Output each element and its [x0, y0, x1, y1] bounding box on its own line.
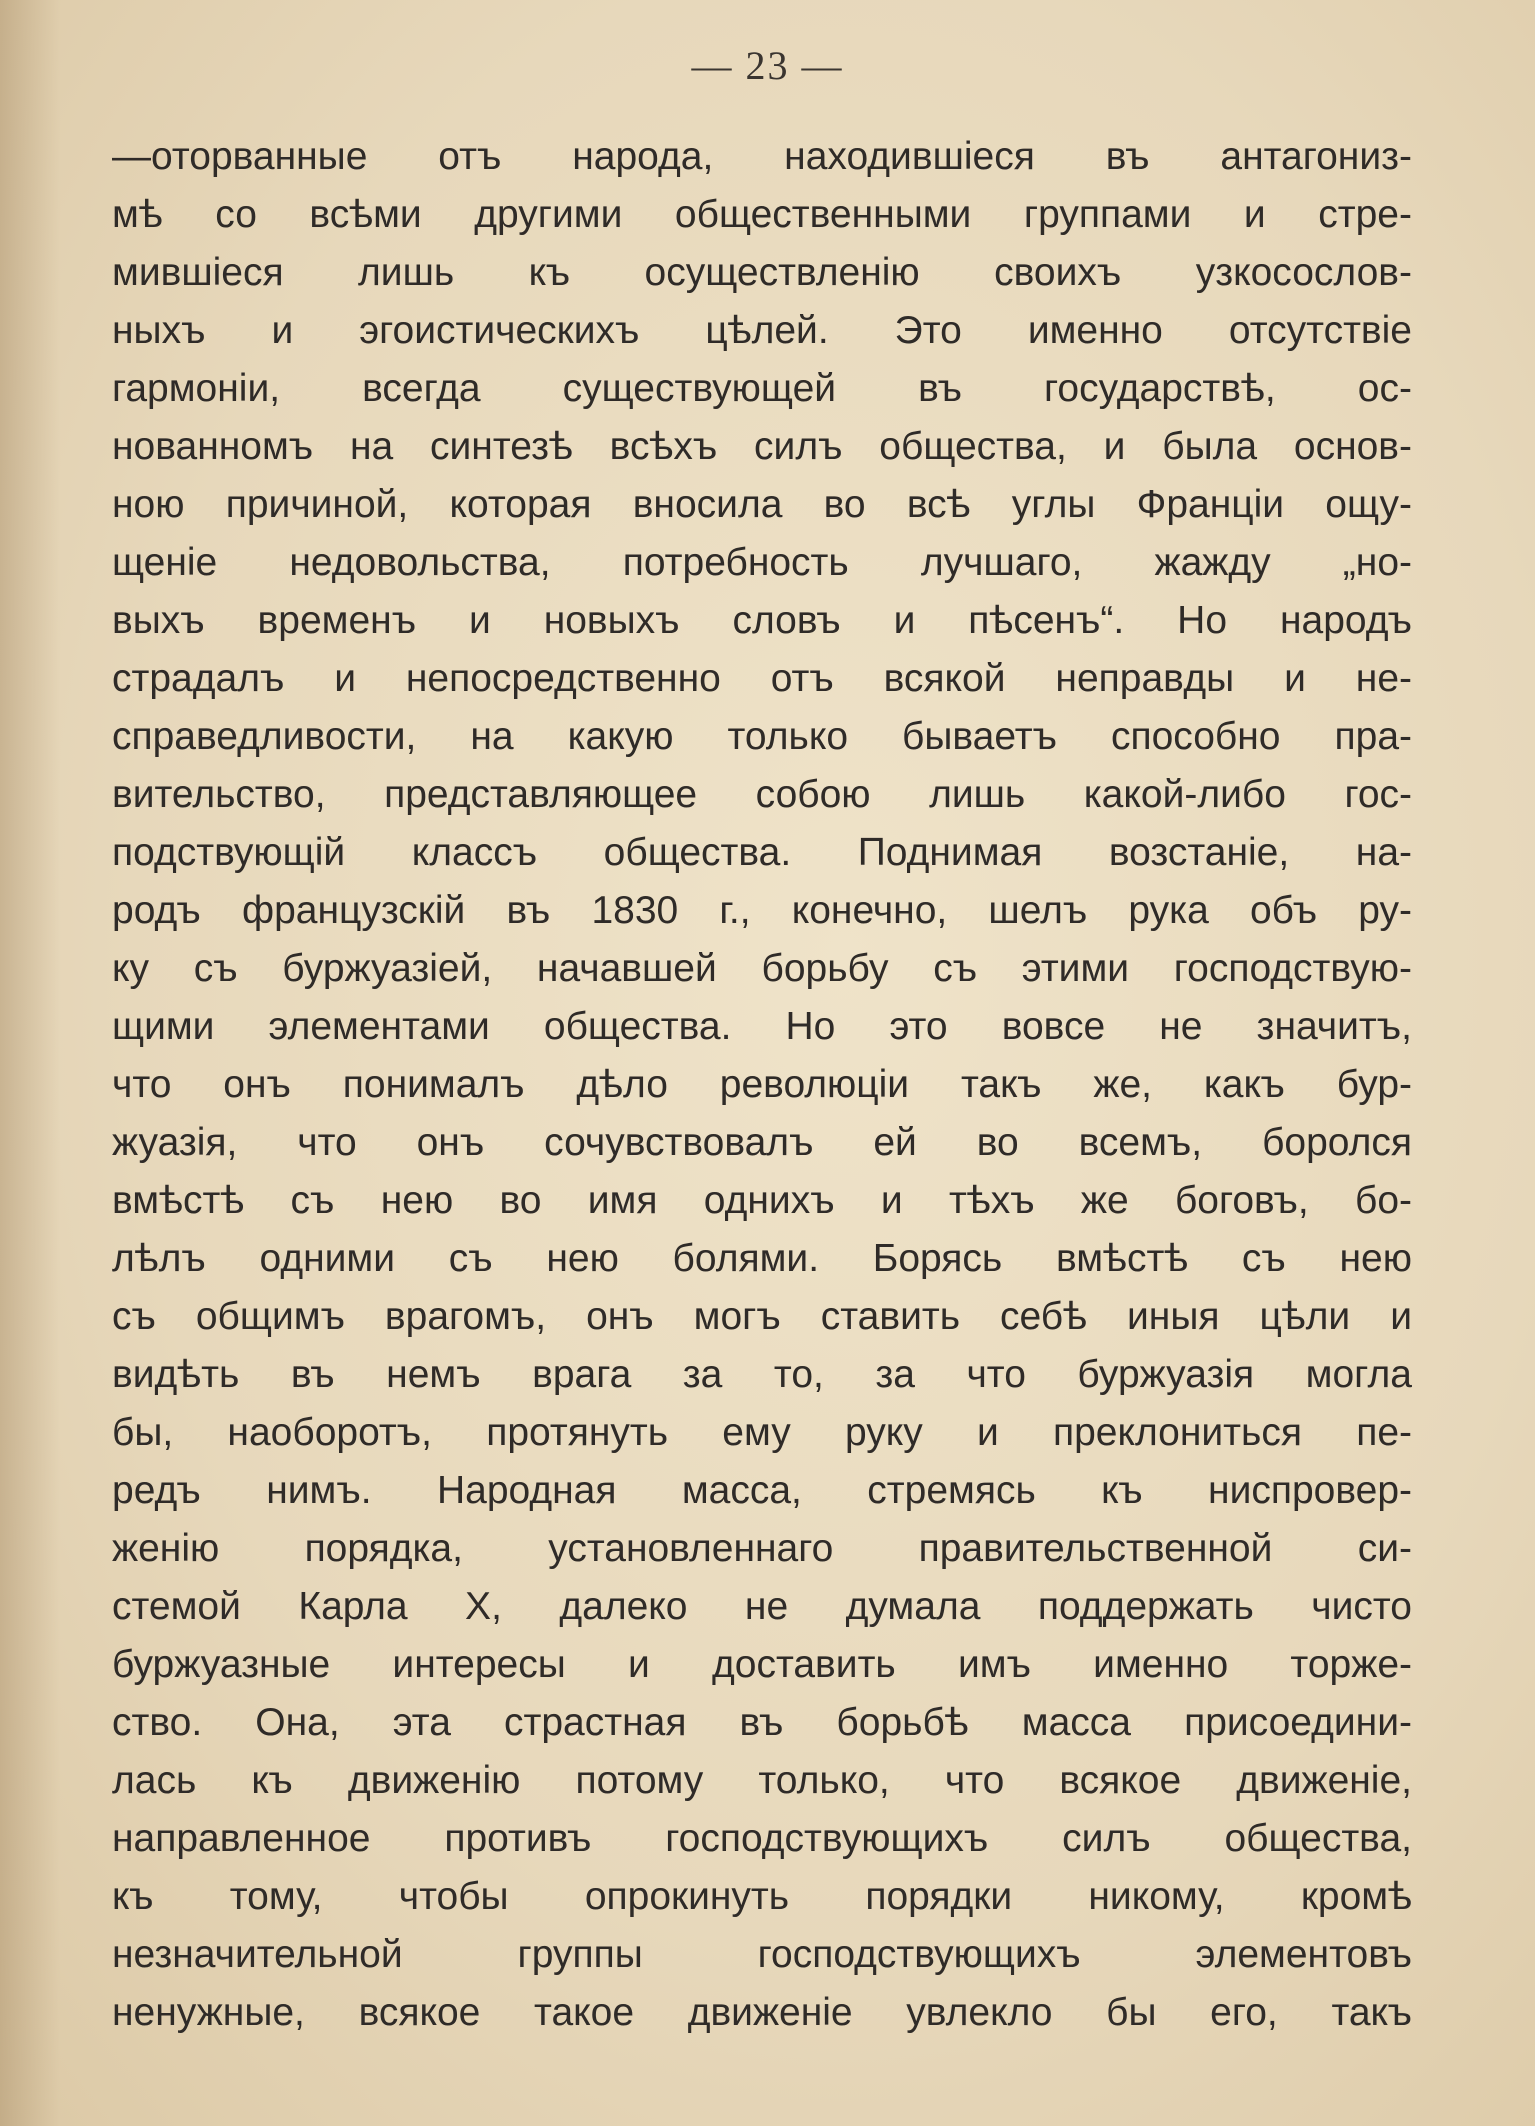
text-line: бы, наоборотъ, протянуть ему руку и преклониться пе-: [112, 1411, 1412, 1454]
text-line: къ тому, чтобы опрокинуть порядки никому, кромѣ: [112, 1875, 1412, 1918]
text-line: буржуазные интересы и доставить имъ именно торже-: [112, 1643, 1412, 1686]
text-line: щими элементами общества. Но это вовсе не значитъ,: [112, 1005, 1412, 1048]
text-line: ство. Она, эта страстная въ борьбѣ масса присоедини-: [112, 1701, 1412, 1744]
text-line: —оторванные отъ народа, находившiеся въ антагониз-: [112, 135, 1412, 178]
body-text: [112, 128, 1412, 2042]
text-line: незначительной группы господствующихъ элементовъ: [112, 1933, 1412, 1976]
text-line: щенiе недовольства, потребность лучшаго, жажду „но-: [112, 541, 1412, 584]
text-line: видѣть въ немъ врага за то, за что буржуазiя могла: [112, 1353, 1412, 1396]
text-line: мѣ со всѣми другими общественными группами и стре-: [112, 193, 1412, 236]
text-line: вмѣстѣ съ нею во имя однихъ и тѣхъ же боговъ, бо-: [112, 1179, 1412, 1222]
text-line: страдалъ и непосредственно отъ всякой неправды и не-: [112, 657, 1412, 700]
text-line: лѣлъ одними съ нею болями. Борясь вмѣстѣ съ нею: [112, 1237, 1412, 1280]
text-line: ку съ буржуазiей, начавшей борьбу съ этими господствую-: [112, 947, 1412, 990]
text-line: выхъ временъ и новыхъ словъ и пѣсенъ“. Но народъ: [112, 599, 1412, 642]
text-line: направленное противъ господствующихъ силъ общества,: [112, 1817, 1412, 1860]
text-line: родъ французскiй въ 1830 г., конечно, шелъ рука объ ру-: [112, 889, 1412, 932]
text-line: женiю порядка, установленнаго правительственной си-: [112, 1527, 1412, 1570]
text-line: мившiеся лишь къ осуществленiю своихъ узкосослов-: [112, 251, 1412, 294]
text-line: справедливости, на какую только бываетъ способно пра-: [112, 715, 1412, 758]
text-line: ною причиной, которая вносила во всѣ углы Францiи ощу-: [112, 483, 1412, 526]
text-line: жуазiя, что онъ сочувствовалъ ей во всемъ, боролся: [112, 1121, 1412, 1164]
text-line: гармонiи, всегда существующей въ государствѣ, ос-: [112, 367, 1412, 410]
text-line: что онъ понималъ дѣло революцiи такъ же, какъ бур-: [112, 1063, 1412, 1106]
text-line: стемой Карла X, далеко не думала поддержать чисто: [112, 1585, 1412, 1628]
text-line: лась къ движенiю потому только, что всякое движенiе,: [112, 1759, 1412, 1802]
text-line: подствующiй классъ общества. Поднимая возстанiе, на-: [112, 831, 1412, 874]
text-line: нованномъ на синтезѣ всѣхъ силъ общества, и была основ-: [112, 425, 1412, 468]
text-line: съ общимъ врагомъ, онъ могъ ставить себѣ иныя цѣли и: [112, 1295, 1412, 1338]
text-line: вительство, представляющее собою лишь какой-либо гос-: [112, 773, 1412, 816]
text-line: ненужные, всякое такое движенiе увлекло бы его, такъ: [112, 1991, 1412, 2034]
text-line: редъ нимъ. Народная масса, стремясь къ ниспровер-: [112, 1469, 1412, 1512]
text-line: ныхъ и эгоистическихъ цѣлей. Это именно отсутствiе: [112, 309, 1412, 352]
page-number: — 23 —: [691, 43, 844, 88]
